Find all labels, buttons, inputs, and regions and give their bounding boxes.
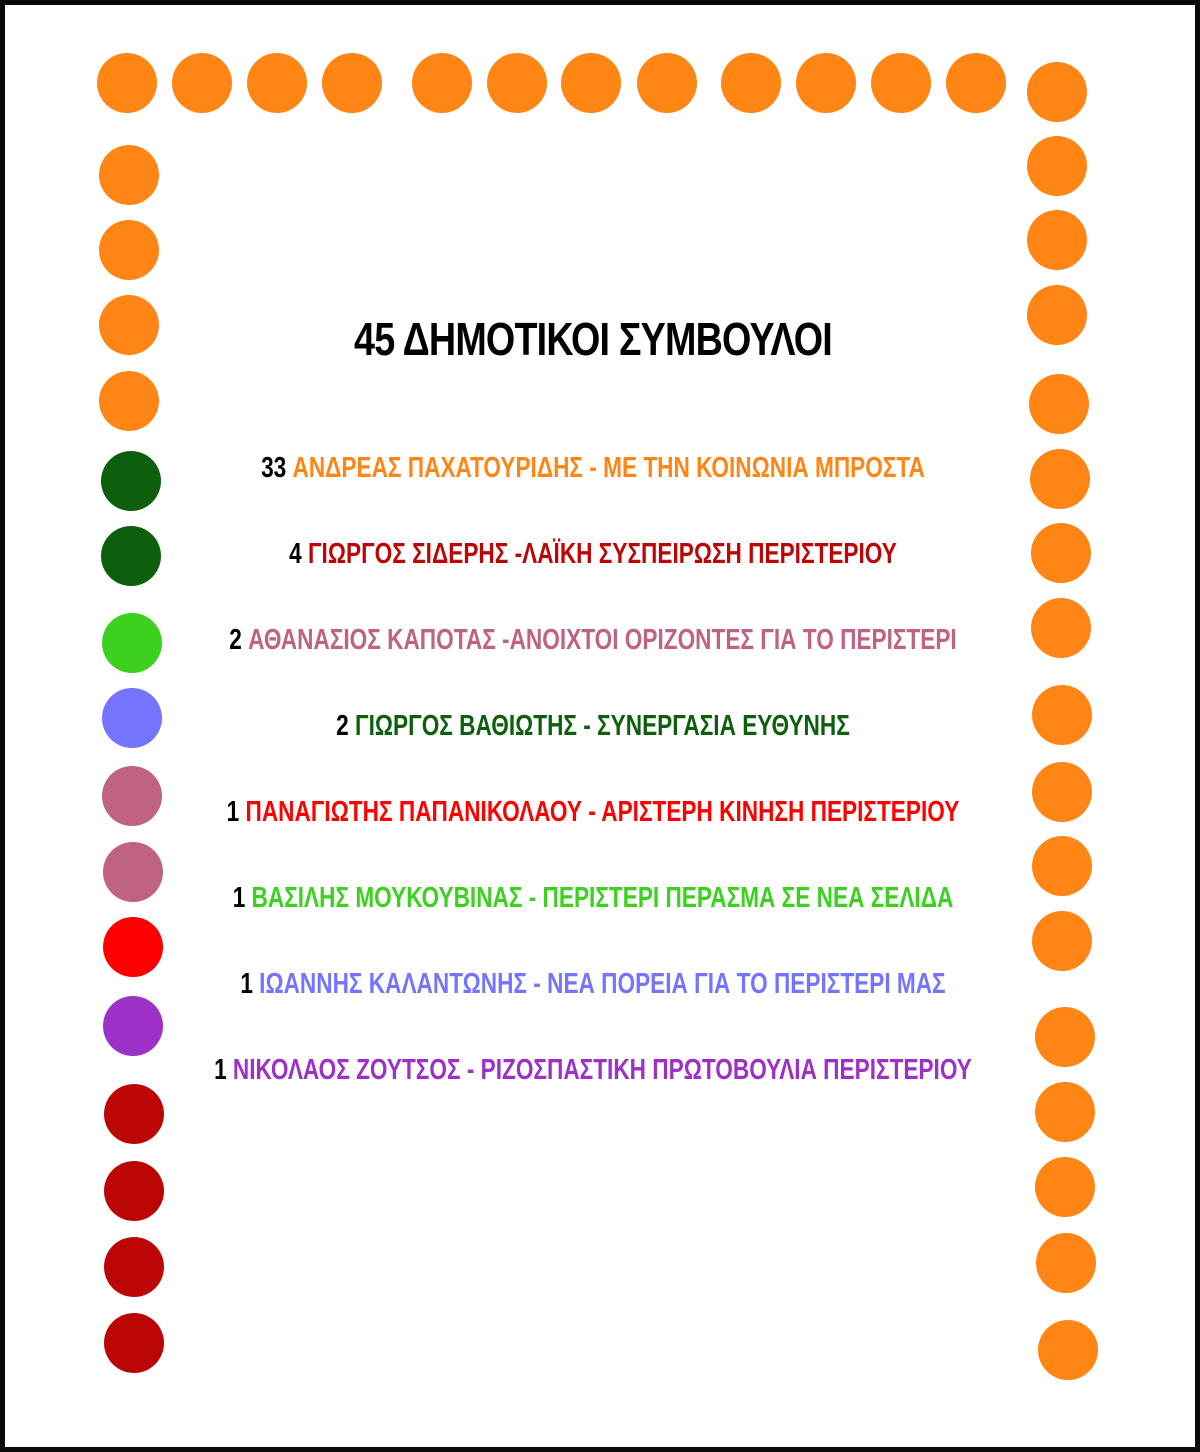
party-label: ΓΙΩΡΓΟΣ ΣΙΔΕΡΗΣ -ΛΑΪΚΗ ΣΥΣΠΕΙΡΩΣΗ ΠΕΡΙΣΤΕΡΙΟΥ	[307, 538, 897, 570]
seat-dot	[322, 53, 382, 113]
seat-dot	[796, 53, 856, 113]
seat-dot	[99, 220, 159, 280]
party-row	[130, 620, 1055, 706]
seat-dot	[721, 53, 781, 113]
party-seat-count: 4	[289, 538, 302, 570]
seat-dot	[1027, 136, 1087, 196]
seat-dot	[99, 371, 159, 431]
seat-dot	[97, 53, 157, 113]
party-row	[130, 792, 1055, 878]
seat-dot	[104, 1237, 164, 1297]
page-title: 45 ΔΗΜΟΤΙΚΟΙ ΣΥΜΒΟΥΛΟΙ	[354, 313, 832, 365]
party-seat-count: 1	[214, 1054, 227, 1086]
seat-dot	[871, 53, 931, 113]
seat-dot	[1035, 1157, 1095, 1217]
party-label: ΝΙΚΟΛΑΟΣ ΖΟΥΤΣΟΣ - ΡΙΖΟΣΠΑΣΤΙΚΗ ΠΡΩΤΟΒΟΥΛΙΑ ΠΕΡΙΣΤΕΡΙΟΥ	[232, 1054, 972, 1086]
party-row	[130, 706, 1055, 792]
party-label: ΑΘΑΝΑΣΙΟΣ ΚΑΠΟΤΑΣ -ΑΝΟΙΧΤΟΙ ΟΡΙΖΟΝΤΕΣ ΓΙΑ ΤΟ ΠΕΡΙΣΤΕΡΙ	[248, 624, 957, 656]
party-label: ΓΙΩΡΓΟΣ ΒΑΘΙΩΤΗΣ - ΣΥΝΕΡΓΑΣΙΑ ΕΥΘΥΝΗΣ	[355, 710, 850, 742]
seat-dot	[1027, 210, 1087, 270]
party-row	[130, 878, 1055, 964]
party-legend	[0, 448, 1186, 1136]
party-seat-count: 2	[229, 624, 242, 656]
seat-dot	[946, 53, 1006, 113]
party-label: ΠΑΝΑΓΙΩΤΗΣ ΠΑΠΑΝΙΚΟΛΑΟΥ - ΑΡΙΣΤΕΡΗ ΚΙΝΗΣΗ ΠΕΡΙΣΤΕΡΙΟΥ	[245, 796, 960, 828]
seat-dot	[487, 53, 547, 113]
seat-dot	[1038, 1320, 1098, 1380]
seat-dot	[637, 53, 697, 113]
party-label: ΙΩΑΝΝΗΣ ΚΑΛΑΝΤΩΝΗΣ - ΝΕΑ ΠΟΡΕΙΑ ΓΙΑ ΤΟ ΠΕΡΙΣΤΕΡΙ ΜΑΣ	[259, 968, 946, 1000]
party-seat-count: 1	[226, 796, 240, 828]
seat-dot	[412, 53, 472, 113]
seat-dot	[1029, 374, 1089, 434]
party-row	[130, 1050, 1055, 1136]
party-seat-count: 1	[232, 882, 246, 914]
seat-dot	[247, 53, 307, 113]
party-row	[130, 534, 1055, 620]
seat-dot	[1027, 62, 1087, 122]
party-seat-count: 33	[261, 452, 287, 484]
party-label: ΑΝΔΡΕΑΣ ΠΑΧΑΤΟΥΡΙΔΗΣ - ΜΕ ΤΗΝ ΚΟΙΝΩΝΙΑ ΜΠΡΟΣΤΑ	[292, 452, 925, 484]
party-seat-count: 1	[240, 968, 253, 1000]
party-seat-count: 2	[336, 710, 349, 742]
party-label: ΒΑΣΙΛΗΣ ΜΟΥΚΟΥΒΙΝΑΣ - ΠΕΡΙΣΤΕΡΙ ΠΕΡΑΣΜΑ ΣΕ ΝΕΑ ΣΕΛΙΔΑ	[251, 882, 954, 914]
seat-dot	[104, 1313, 164, 1373]
seat-dot	[104, 1161, 164, 1221]
seat-dot	[561, 53, 621, 113]
seat-dot	[1036, 1233, 1096, 1293]
seat-dot	[99, 145, 159, 205]
party-row	[130, 448, 1055, 534]
party-row	[130, 964, 1055, 1050]
seat-dot	[172, 53, 232, 113]
